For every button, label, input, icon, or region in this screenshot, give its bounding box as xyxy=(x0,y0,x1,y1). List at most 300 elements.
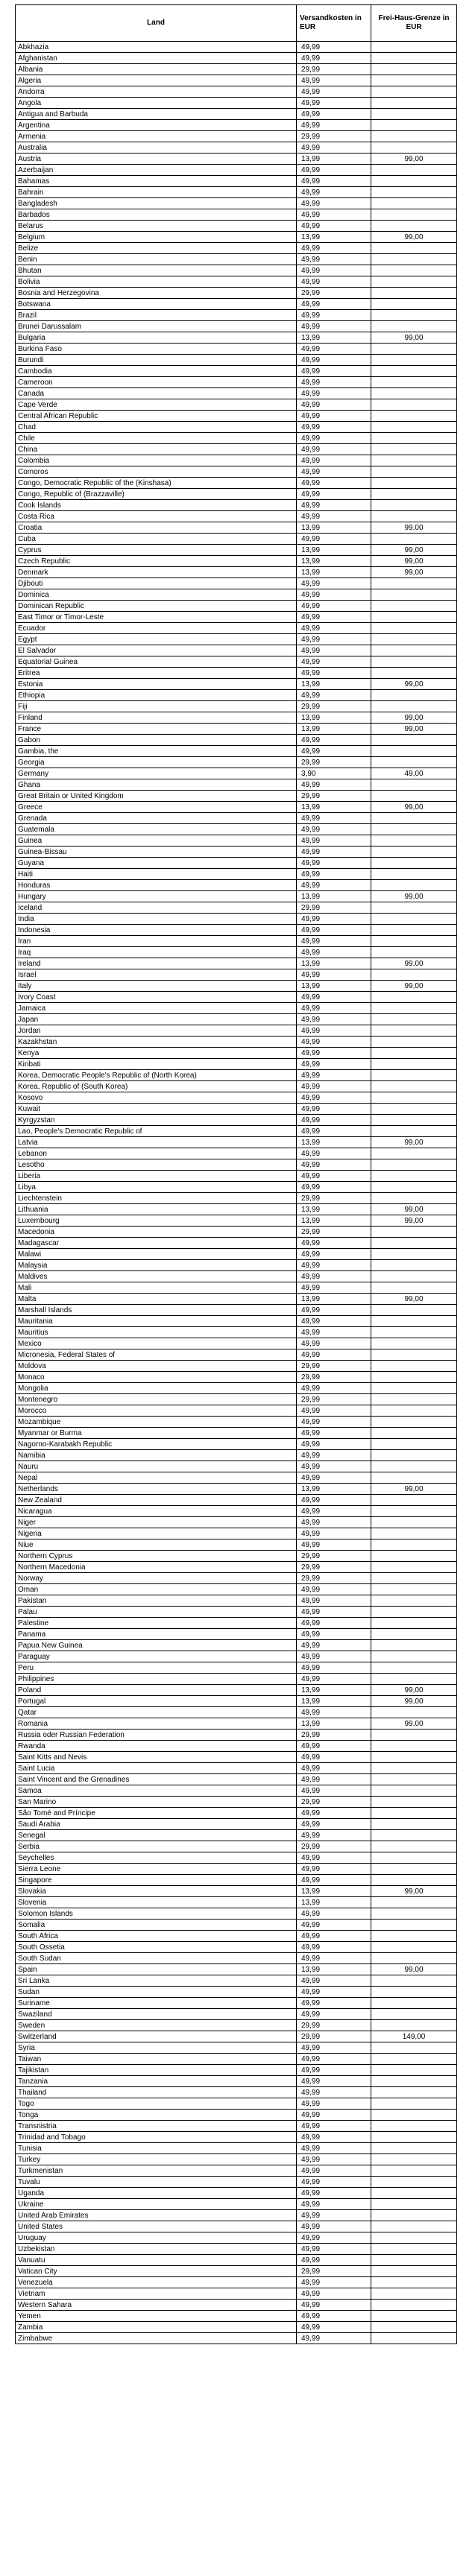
table-row xyxy=(16,1629,457,1640)
free-shipping-cell xyxy=(371,534,457,545)
country-cell: San Marino xyxy=(16,1797,297,1808)
country-cell: Taiwan xyxy=(16,2054,297,2065)
free-shipping-cell: 99,00 xyxy=(371,1215,457,1227)
country-cell: South Ossetia xyxy=(16,1942,297,1953)
country-cell: Seychelles xyxy=(16,1852,297,1864)
country-cell: Germany xyxy=(16,768,297,779)
country-cell: Malaysia xyxy=(16,1260,297,1271)
table-row xyxy=(16,1774,457,1785)
free-shipping-cell xyxy=(371,1383,457,1394)
country-cell: Tajikistan xyxy=(16,2065,297,2076)
free-shipping-cell xyxy=(371,1707,457,1718)
country-cell: Central African Republic xyxy=(16,411,297,422)
country-cell: Mozambique xyxy=(16,1417,297,1428)
table-row xyxy=(16,1405,457,1417)
country-cell: Tanzania xyxy=(16,2076,297,2087)
free-shipping-cell: 99,00 xyxy=(371,545,457,556)
country-cell: Western Sahara xyxy=(16,2300,297,2311)
table-row xyxy=(16,1327,457,1338)
country-cell: Suriname xyxy=(16,1998,297,2009)
free-shipping-cell xyxy=(371,2288,457,2300)
free-shipping-cell xyxy=(371,2009,457,2020)
free-shipping-cell xyxy=(371,1517,457,1528)
shipping-cost-cell: 29,99 xyxy=(297,1193,371,1204)
country-cell: Greece xyxy=(16,802,297,813)
shipping-cost-cell: 49,99 xyxy=(297,444,371,455)
country-cell: Abkhazia xyxy=(16,42,297,53)
shipping-cost-cell: 49,99 xyxy=(297,142,371,154)
shipping-cost-cell: 49,99 xyxy=(297,1808,371,1819)
shipping-cost-cell: 49,99 xyxy=(297,1953,371,1964)
table-row xyxy=(16,2165,457,2177)
free-shipping-cell xyxy=(371,668,457,679)
table-row xyxy=(16,1539,457,1551)
shipping-cost-cell: 29,99 xyxy=(297,1797,371,1808)
free-shipping-cell: 99,00 xyxy=(371,679,457,690)
table-row xyxy=(16,1495,457,1506)
country-cell: Burundi xyxy=(16,355,297,366)
shipping-cost-cell: 49,99 xyxy=(297,936,371,947)
free-shipping-cell xyxy=(371,869,457,880)
country-cell: Barbados xyxy=(16,209,297,221)
table-row xyxy=(16,1685,457,1696)
country-cell: Dominica xyxy=(16,589,297,601)
table-row xyxy=(16,2054,457,2065)
country-cell: Papua New Guinea xyxy=(16,1640,297,1651)
free-shipping-cell xyxy=(371,2210,457,2221)
shipping-cost-cell: 49,99 xyxy=(297,1852,371,1864)
country-cell: Jamaica xyxy=(16,1003,297,1014)
free-shipping-cell xyxy=(371,1428,457,1439)
free-shipping-cell xyxy=(371,1182,457,1193)
table-row xyxy=(16,1159,457,1171)
table-row xyxy=(16,232,457,243)
country-cell: Cape Verde xyxy=(16,399,297,411)
shipping-cost-cell: 49,99 xyxy=(297,120,371,131)
free-shipping-cell xyxy=(371,422,457,433)
country-cell: Namibia xyxy=(16,1450,297,1461)
free-shipping-cell xyxy=(371,1372,457,1383)
country-cell: Senegal xyxy=(16,1830,297,1841)
table-row xyxy=(16,187,457,198)
shipping-cost-cell: 13,99 xyxy=(297,1484,371,1495)
table-row xyxy=(16,1148,457,1159)
shipping-cost-cell: 49,99 xyxy=(297,1640,371,1651)
table-row xyxy=(16,2042,457,2054)
shipping-cost-cell: 49,99 xyxy=(297,2255,371,2266)
free-shipping-cell xyxy=(371,1830,457,1841)
country-cell: Iran xyxy=(16,936,297,947)
free-shipping-cell xyxy=(371,1115,457,1126)
table-row xyxy=(16,1025,457,1037)
shipping-cost-cell: 49,99 xyxy=(297,1126,371,1137)
shipping-cost-cell: 49,99 xyxy=(297,1271,371,1282)
shipping-cost-cell: 49,99 xyxy=(297,824,371,835)
free-shipping-cell xyxy=(371,1338,457,1349)
shipping-cost-cell: 29,99 xyxy=(297,1551,371,1562)
table-row xyxy=(16,958,457,969)
shipping-cost-cell: 49,99 xyxy=(297,1864,371,1875)
free-shipping-cell xyxy=(371,589,457,601)
table-row xyxy=(16,522,457,534)
free-shipping-cell xyxy=(371,690,457,701)
shipping-cost-cell: 49,99 xyxy=(297,2221,371,2232)
shipping-cost-cell: 49,99 xyxy=(297,2244,371,2255)
country-cell: Maldives xyxy=(16,1271,297,1282)
shipping-cost-cell: 49,99 xyxy=(297,2009,371,2020)
table-row xyxy=(16,1987,457,1998)
country-cell: Malta xyxy=(16,1294,297,1305)
table-row xyxy=(16,1271,457,1282)
free-shipping-cell xyxy=(371,1752,457,1763)
country-cell: Antigua and Barbuda xyxy=(16,109,297,120)
table-row xyxy=(16,902,457,914)
shipping-cost-cell: 49,99 xyxy=(297,466,371,478)
shipping-cost-cell: 29,99 xyxy=(297,1562,371,1573)
free-shipping-cell xyxy=(371,176,457,187)
free-shipping-cell xyxy=(371,1953,457,1964)
free-shipping-cell xyxy=(371,2121,457,2132)
table-row xyxy=(16,1238,457,1249)
free-shipping-cell xyxy=(371,1238,457,1249)
shipping-cost-cell: 13,99 xyxy=(297,1886,371,1897)
free-shipping-cell: 99,00 xyxy=(371,154,457,165)
free-shipping-cell xyxy=(371,612,457,623)
shipping-cost-cell: 49,99 xyxy=(297,1159,371,1171)
shipping-cost-cell: 49,99 xyxy=(297,645,371,656)
shipping-cost-cell: 49,99 xyxy=(297,2300,371,2311)
country-cell: Poland xyxy=(16,1685,297,1696)
country-cell: Congo, Democratic Republic of the (Kinshasa) xyxy=(16,478,297,489)
table-row xyxy=(16,1014,457,1025)
free-shipping-cell xyxy=(371,344,457,355)
shipping-cost-cell: 13,99 xyxy=(297,154,371,165)
table-row xyxy=(16,1361,457,1372)
shipping-cost-cell: 49,99 xyxy=(297,299,371,310)
shipping-cost-cell: 29,99 xyxy=(297,2266,371,2277)
shipping-cost-cell: 49,99 xyxy=(297,109,371,120)
free-shipping-cell xyxy=(371,1316,457,1327)
free-shipping-cell xyxy=(371,880,457,891)
free-shipping-cell: 99,00 xyxy=(371,1294,457,1305)
header-row xyxy=(16,5,457,42)
table-row xyxy=(16,1383,457,1394)
table-row xyxy=(16,53,457,64)
free-shipping-cell xyxy=(371,992,457,1003)
shipping-cost-cell: 49,99 xyxy=(297,1819,371,1830)
table-row xyxy=(16,645,457,656)
free-shipping-cell xyxy=(371,2277,457,2288)
table-row xyxy=(16,1852,457,1864)
country-cell: Kyrgyzstan xyxy=(16,1115,297,1126)
free-shipping-cell xyxy=(371,2087,457,2098)
free-shipping-cell xyxy=(371,1282,457,1294)
shipping-cost-cell: 49,99 xyxy=(297,2054,371,2065)
free-shipping-cell xyxy=(371,1797,457,1808)
table-row xyxy=(16,712,457,724)
country-cell: Great Britain or United Kingdom xyxy=(16,791,297,802)
country-cell: Vanuatu xyxy=(16,2255,297,2266)
free-shipping-cell xyxy=(371,2132,457,2143)
table-row xyxy=(16,1752,457,1763)
table-row xyxy=(16,366,457,377)
country-cell: Indonesia xyxy=(16,925,297,936)
shipping-cost-cell: 13,99 xyxy=(297,1294,371,1305)
country-cell: Solomon Islands xyxy=(16,1908,297,1920)
country-cell: Paraguay xyxy=(16,1651,297,1662)
free-shipping-cell xyxy=(371,623,457,634)
shipping-cost-cell: 49,99 xyxy=(297,1539,371,1551)
table-row xyxy=(16,534,457,545)
country-cell: Kiribati xyxy=(16,1059,297,1070)
shipping-cost-cell: 49,99 xyxy=(297,925,371,936)
free-shipping-cell xyxy=(371,1361,457,1372)
table-row xyxy=(16,2031,457,2042)
table-row xyxy=(16,500,457,511)
shipping-cost-cell: 49,99 xyxy=(297,75,371,86)
table-row xyxy=(16,422,457,433)
table-row xyxy=(16,2244,457,2255)
free-shipping-cell xyxy=(371,165,457,176)
free-shipping-cell xyxy=(371,1864,457,1875)
country-cell: Ethiopia xyxy=(16,690,297,701)
table-row xyxy=(16,1875,457,1886)
table-row xyxy=(16,433,457,444)
free-shipping-cell xyxy=(371,1841,457,1852)
country-cell: United States xyxy=(16,2221,297,2232)
free-shipping-cell xyxy=(371,1931,457,1942)
free-shipping-cell xyxy=(371,2076,457,2087)
shipping-cost-cell: 49,99 xyxy=(297,601,371,612)
shipping-cost-cell: 49,99 xyxy=(297,1025,371,1037)
free-shipping-cell xyxy=(371,2110,457,2121)
country-cell: Tonga xyxy=(16,2110,297,2121)
shipping-cost-cell: 49,99 xyxy=(297,612,371,623)
country-cell: Malawi xyxy=(16,1249,297,1260)
country-cell: Mauritania xyxy=(16,1316,297,1327)
free-shipping-cell xyxy=(371,2054,457,2065)
shipping-cost-cell: 49,99 xyxy=(297,98,371,109)
shipping-cost-cell: 49,99 xyxy=(297,2177,371,2188)
country-cell: Tunisia xyxy=(16,2143,297,2154)
table-row xyxy=(16,757,457,768)
country-cell: Turkmenistan xyxy=(16,2165,297,2177)
shipping-cost-cell: 49,99 xyxy=(297,355,371,366)
table-row xyxy=(16,299,457,310)
country-cell: Croatia xyxy=(16,522,297,534)
country-cell: Libya xyxy=(16,1182,297,1193)
country-cell: Northern Cyprus xyxy=(16,1551,297,1562)
shipping-cost-cell: 29,99 xyxy=(297,64,371,75)
table-row xyxy=(16,1003,457,1014)
country-cell: Saint Lucia xyxy=(16,1763,297,1774)
table-row xyxy=(16,545,457,556)
table-row xyxy=(16,2087,457,2098)
free-shipping-cell: 99,00 xyxy=(371,1137,457,1148)
country-cell: Uganda xyxy=(16,2188,297,2199)
free-shipping-cell xyxy=(371,1439,457,1450)
free-shipping-cell xyxy=(371,2042,457,2054)
country-cell: Japan xyxy=(16,1014,297,1025)
free-shipping-cell xyxy=(371,433,457,444)
table-row xyxy=(16,1841,457,1852)
shipping-cost-cell: 49,99 xyxy=(297,1148,371,1159)
free-shipping-cell xyxy=(371,366,457,377)
table-row xyxy=(16,1484,457,1495)
shipping-cost-cell: 49,99 xyxy=(297,511,371,522)
table-header xyxy=(16,5,457,42)
country-cell: Mexico xyxy=(16,1338,297,1349)
table-row xyxy=(16,835,457,846)
table-row xyxy=(16,209,457,221)
country-cell: France xyxy=(16,724,297,735)
table-row xyxy=(16,1942,457,1953)
table-row xyxy=(16,992,457,1003)
shipping-cost-cell: 13,99 xyxy=(297,1204,371,1215)
table-row xyxy=(16,1059,457,1070)
table-row xyxy=(16,2277,457,2288)
country-cell: Myanmar or Burma xyxy=(16,1428,297,1439)
table-row xyxy=(16,478,457,489)
shipping-cost-cell: 49,99 xyxy=(297,1528,371,1539)
free-shipping-cell xyxy=(371,1908,457,1920)
country-cell: Ukraine xyxy=(16,2199,297,2210)
country-cell: Singapore xyxy=(16,1875,297,1886)
table-row xyxy=(16,2288,457,2300)
shipping-cost-cell: 49,99 xyxy=(297,735,371,746)
free-shipping-cell xyxy=(371,1741,457,1752)
table-row xyxy=(16,1730,457,1741)
table-row xyxy=(16,1964,457,1975)
free-shipping-cell xyxy=(371,757,457,768)
free-shipping-cell xyxy=(371,1774,457,1785)
table-row xyxy=(16,1182,457,1193)
shipping-cost-cell: 49,99 xyxy=(297,1752,371,1763)
country-cell: Chad xyxy=(16,422,297,433)
shipping-cost-cell: 49,99 xyxy=(297,623,371,634)
table-row xyxy=(16,2132,457,2143)
free-shipping-cell xyxy=(371,1875,457,1886)
shipping-cost-cell: 49,99 xyxy=(297,422,371,433)
table-row xyxy=(16,288,457,299)
free-shipping-cell xyxy=(371,2199,457,2210)
free-shipping-cell xyxy=(371,2098,457,2110)
table-row xyxy=(16,455,457,466)
shipping-cost-cell: 49,99 xyxy=(297,176,371,187)
free-shipping-cell xyxy=(371,1618,457,1629)
free-shipping-cell xyxy=(371,511,457,522)
country-cell: Northern Macedonia xyxy=(16,1562,297,1573)
table-row xyxy=(16,1037,457,1048)
free-shipping-cell xyxy=(371,2322,457,2333)
table-row xyxy=(16,668,457,679)
free-shipping-cell xyxy=(371,310,457,321)
shipping-cost-cell: 49,99 xyxy=(297,2121,371,2132)
free-shipping-cell xyxy=(371,1405,457,1417)
shipping-cost-cell: 49,99 xyxy=(297,2277,371,2288)
free-shipping-cell: 99,00 xyxy=(371,556,457,567)
table-row xyxy=(16,332,457,344)
shipping-cost-cell: 49,99 xyxy=(297,914,371,925)
country-cell: Saint Vincent and the Grenadines xyxy=(16,1774,297,1785)
shipping-cost-cell: 29,99 xyxy=(297,902,371,914)
country-cell: Romania xyxy=(16,1718,297,1730)
free-shipping-cell xyxy=(371,656,457,668)
country-cell: Ecuador xyxy=(16,623,297,634)
shipping-cost-cell: 49,99 xyxy=(297,1349,371,1361)
free-shipping-cell xyxy=(371,478,457,489)
free-shipping-cell: 99,00 xyxy=(371,1718,457,1730)
shipping-cost-cell: 49,99 xyxy=(297,1707,371,1718)
country-cell: Hungary xyxy=(16,891,297,902)
free-shipping-cell xyxy=(371,2232,457,2244)
table-row xyxy=(16,1975,457,1987)
shipping-cost-cell: 49,99 xyxy=(297,1260,371,1271)
country-cell: Lithuania xyxy=(16,1204,297,1215)
table-row xyxy=(16,198,457,209)
country-cell: Moldova xyxy=(16,1361,297,1372)
free-shipping-cell xyxy=(371,2020,457,2031)
table-row xyxy=(16,466,457,478)
table-row xyxy=(16,1651,457,1662)
shipping-cost-cell: 49,99 xyxy=(297,969,371,981)
country-cell: South Sudan xyxy=(16,1953,297,1964)
header-country: Land xyxy=(16,5,297,42)
country-cell: Honduras xyxy=(16,880,297,891)
free-shipping-cell xyxy=(371,1003,457,1014)
table-row xyxy=(16,2154,457,2165)
table-row xyxy=(16,1171,457,1182)
free-shipping-cell xyxy=(371,265,457,276)
free-shipping-cell xyxy=(371,634,457,645)
free-shipping-cell xyxy=(371,187,457,198)
shipping-cost-cell: 49,99 xyxy=(297,1931,371,1942)
free-shipping-cell: 99,00 xyxy=(371,891,457,902)
free-shipping-cell xyxy=(371,1763,457,1774)
shipping-cost-cell: 49,99 xyxy=(297,690,371,701)
shipping-cost-cell: 13,99 xyxy=(297,567,371,578)
shipping-cost-cell: 29,99 xyxy=(297,2020,371,2031)
shipping-cost-cell: 49,99 xyxy=(297,1405,371,1417)
table-row xyxy=(16,1249,457,1260)
shipping-cost-cell: 49,99 xyxy=(297,2333,371,2344)
shipping-cost-cell: 49,99 xyxy=(297,276,371,288)
country-cell: China xyxy=(16,444,297,455)
country-cell: Palestine xyxy=(16,1618,297,1629)
table-row xyxy=(16,254,457,265)
table-row xyxy=(16,2177,457,2188)
table-row xyxy=(16,1137,457,1148)
table-row xyxy=(16,1718,457,1730)
table-row xyxy=(16,120,457,131)
table-row xyxy=(16,1349,457,1361)
free-shipping-cell: 99,00 xyxy=(371,1484,457,1495)
table-row xyxy=(16,1193,457,1204)
country-cell: Ireland xyxy=(16,958,297,969)
free-shipping-cell xyxy=(371,64,457,75)
shipping-cost-cell: 49,99 xyxy=(297,1830,371,1841)
table-row xyxy=(16,824,457,835)
table-row xyxy=(16,1662,457,1674)
shipping-cost-cell: 29,99 xyxy=(297,1227,371,1238)
shipping-cost-cell: 49,99 xyxy=(297,42,371,53)
free-shipping-cell xyxy=(371,1607,457,1618)
shipping-cost-cell: 49,99 xyxy=(297,2188,371,2199)
free-shipping-cell xyxy=(371,2244,457,2255)
free-shipping-cell xyxy=(371,936,457,947)
shipping-cost-cell: 49,99 xyxy=(297,2132,371,2143)
country-cell: Italy xyxy=(16,981,297,992)
